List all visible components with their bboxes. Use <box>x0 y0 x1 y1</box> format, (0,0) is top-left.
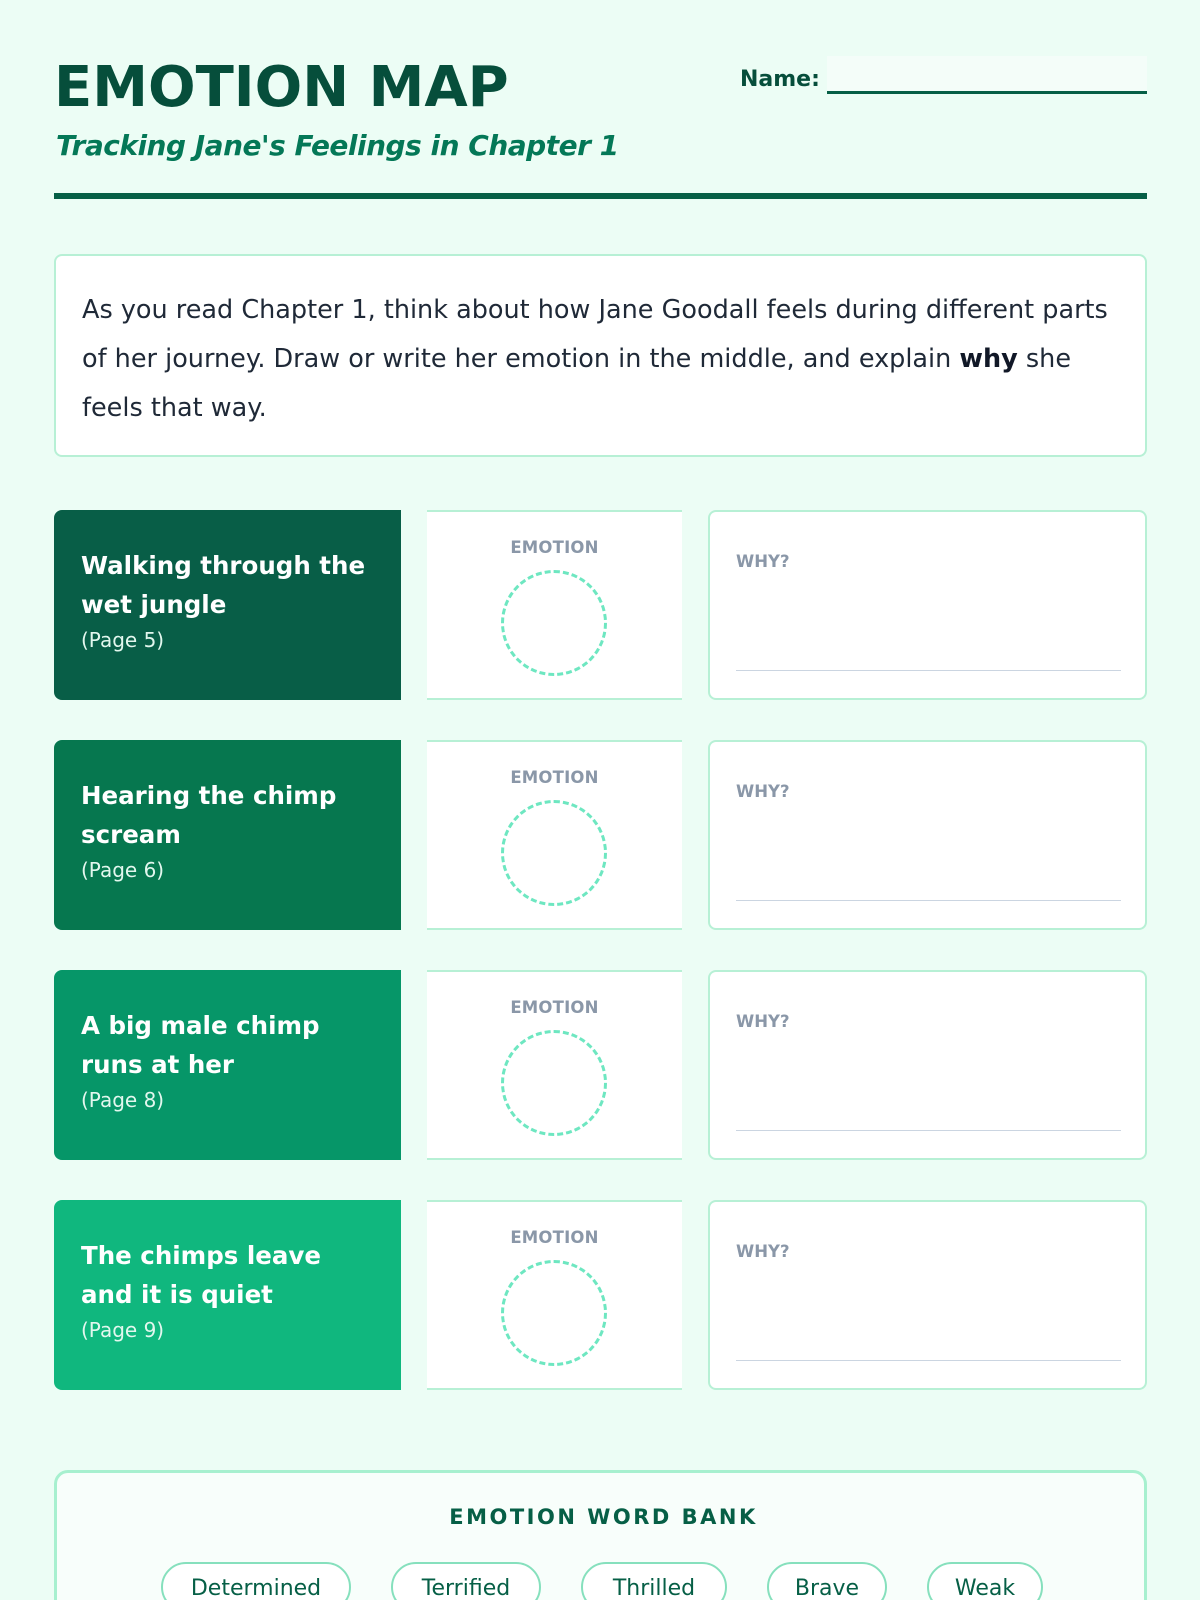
emotion-row <box>54 740 1147 930</box>
why-label: WHY? <box>736 1242 790 1261</box>
emotion-box[interactable] <box>427 970 682 1160</box>
emotion-row <box>54 510 1147 700</box>
emotion-drawing-circle[interactable] <box>501 1030 607 1136</box>
word-chip: Thrilled <box>581 1562 727 1600</box>
word-chip: Terrified <box>391 1562 541 1600</box>
why-box[interactable] <box>708 1200 1147 1390</box>
why-box[interactable] <box>708 970 1147 1160</box>
why-answer-line[interactable] <box>736 1360 1121 1361</box>
event-page: (Page 6) <box>81 858 165 882</box>
word-chip: Determined <box>161 1562 351 1600</box>
page-subtitle: Tracking Jane's Feelings in Chapter 1 <box>56 129 619 162</box>
event-title: Hearing the chimp scream <box>81 781 337 849</box>
event-title: Walking through the wet jungle <box>81 551 366 619</box>
why-label: WHY? <box>736 782 790 801</box>
emotion-row <box>54 1200 1147 1390</box>
emotion-word-bank <box>54 1470 1147 1600</box>
emotion-drawing-circle[interactable] <box>501 1260 607 1366</box>
why-answer-line[interactable] <box>736 900 1121 901</box>
why-box[interactable] <box>708 740 1147 930</box>
header-divider <box>54 193 1147 199</box>
name-field[interactable] <box>827 56 1147 94</box>
emotion-label: EMOTION <box>510 768 599 787</box>
emotion-box[interactable] <box>427 1200 682 1390</box>
event-card <box>54 740 401 930</box>
word-bank-chips <box>57 1562 1150 1600</box>
event-page: (Page 5) <box>81 628 165 652</box>
event-page: (Page 9) <box>81 1318 165 1342</box>
event-card <box>54 510 401 700</box>
emotion-box[interactable] <box>427 740 682 930</box>
emotion-label: EMOTION <box>510 998 599 1017</box>
instructions-emphasis: why <box>959 344 1018 374</box>
emotion-label: EMOTION <box>510 1228 599 1247</box>
event-page: (Page 8) <box>81 1088 165 1112</box>
event-title: The chimps leave and it is quiet <box>81 1241 321 1309</box>
event-title: A big male chimp runs at her <box>81 1011 320 1079</box>
event-card <box>54 970 401 1160</box>
worksheet-header <box>54 56 1147 201</box>
why-answer-line[interactable] <box>736 1130 1121 1131</box>
word-chip: Weak <box>927 1562 1043 1600</box>
emotion-row <box>54 970 1147 1160</box>
name-label: Name: <box>740 67 820 92</box>
emotion-drawing-circle[interactable] <box>501 800 607 906</box>
why-box[interactable] <box>708 510 1147 700</box>
emotion-box[interactable] <box>427 510 682 700</box>
instructions-box <box>54 254 1147 457</box>
why-label: WHY? <box>736 552 790 571</box>
why-label: WHY? <box>736 1012 790 1031</box>
why-answer-line[interactable] <box>736 670 1121 671</box>
page-title: EMOTION MAP <box>54 55 509 120</box>
event-card <box>54 1200 401 1390</box>
emotion-label: EMOTION <box>510 538 599 557</box>
instructions-text: As you read Chapter 1, think about how Jane Goodall feels during different parts of her journey. Draw or write her emotion in the middle, and explain <box>82 295 1108 374</box>
word-bank-title: EMOTION WORD BANK <box>449 1505 758 1529</box>
instructions-text-end: she feels that way. <box>82 344 1072 423</box>
word-chip: Brave <box>767 1562 887 1600</box>
emotion-drawing-circle[interactable] <box>501 570 607 676</box>
